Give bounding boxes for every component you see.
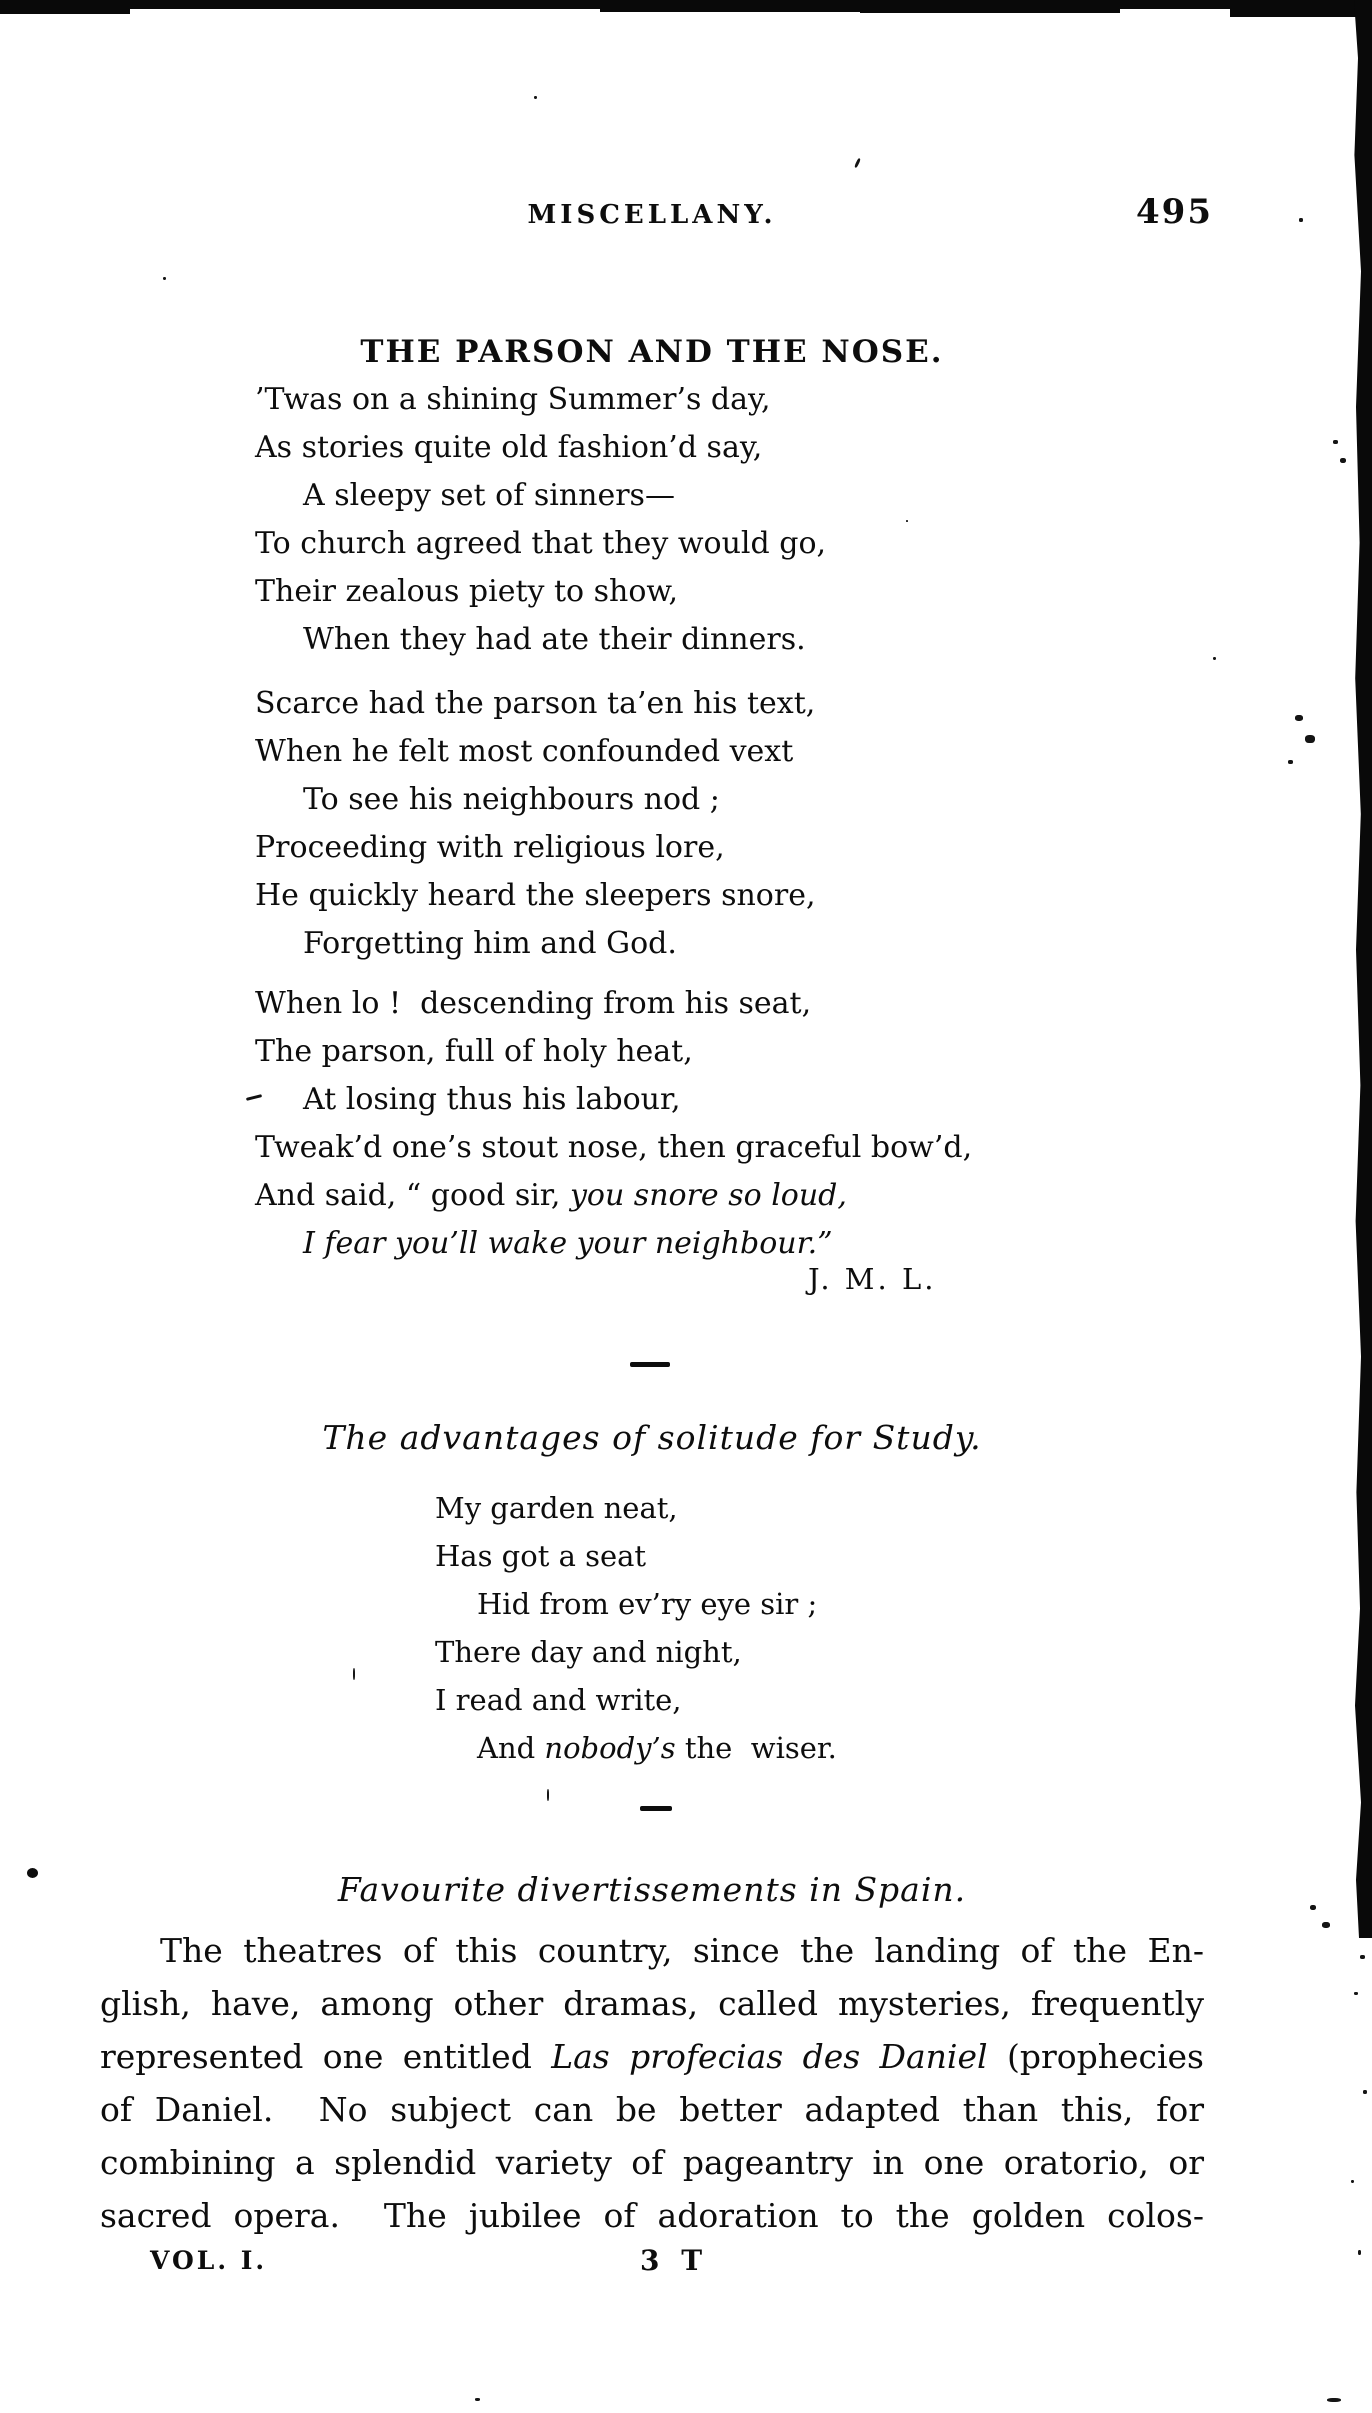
poem-line: ’Twas on a shining Summer’s day, [255,382,771,417]
prose-line: sacred opera. The jubilee of adoration to the golden colos- [100,2196,1204,2235]
prose-roman: (prophecies [987,2037,1204,2076]
poem-stanza-1 [255,376,826,664]
poem-line: He quickly heard the sleepers snore, [255,878,816,913]
scan-speck [1351,2180,1354,2183]
poem-line: The parson, full of holy heat, [255,1034,693,1069]
scan-speck [475,2398,480,2401]
journal-section-title: MISCELLANY. [527,200,777,230]
poem-line: As stories quite old fashion’d say, [255,430,763,465]
volume-label: VOL. I. [150,2246,268,2275]
section-heading-solitude: The advantages of solitude for Study. [322,1418,982,1457]
poem-line-italic: you snore so loud, [569,1178,847,1213]
poem-line-roman: the wiser. [675,1731,837,1765]
poem-line [255,1172,972,1220]
scan-speck [1340,458,1346,463]
poem-line: Proceeding with religious lore, [255,830,725,865]
poem-line: When they had ate their dinners. [303,622,806,657]
poem-line: To church agreed that they would go, [255,526,827,561]
poem-line: Forgetting him and God. [303,926,677,961]
prose-line: glish, have, among other dramas, called mysteries, frequently [100,1984,1204,2023]
scan-speck [1213,657,1216,660]
press-signature-mark: 3 T [640,2244,709,2277]
prose-line: The theatres of this country, since the landing of the En- [160,1931,1204,1970]
scan-speck [1327,2398,1341,2402]
scan-speck [854,158,861,168]
article-paragraph [100,1924,1204,2242]
scan-blob [0,0,130,14]
scan-speck [1354,1992,1358,1995]
scan-speck [1363,2090,1367,2094]
poem-line: When he felt most confounded vext [255,734,794,769]
scan-blob [860,0,1120,13]
poem-line [435,1724,837,1772]
running-header [100,200,1204,230]
poem-line: To see his neighbours nod ; [303,782,720,817]
poem-line: When lo ! descending from his seat, [255,986,812,1021]
section-divider [640,1806,672,1811]
prose-roman: represented one entitled [100,2037,552,2076]
scan-speck [1299,218,1303,222]
poem-line: I read and write, [435,1683,682,1717]
poem-line: Tweak’d one’s stout nose, then graceful bow’d, [255,1130,973,1165]
poem-line-italic: nobody’s [544,1731,676,1765]
poem-line: A sleepy set of sinners— [303,478,675,513]
scan-speck [1310,1905,1316,1910]
poem-line: Hid from ev’ry eye sir ; [477,1587,818,1621]
section-divider [630,1362,670,1367]
scan-speck [1295,715,1303,721]
scan-speck [1358,2250,1361,2255]
poem-solitude [435,1484,837,1772]
author-initials: J. M. L. [808,1262,937,1296]
scan-speck [906,520,908,522]
poem-line-roman: And said, “ good sir, [255,1178,570,1213]
scan-speck [1360,1955,1365,1959]
scan-blob [1230,0,1372,17]
scan-edge-right [1352,0,1372,1938]
prose-line: of Daniel. No subject can be better adapted than this, for [100,2090,1204,2129]
scan-blob [600,0,900,12]
margin-dot [27,1868,38,1878]
scan-speck [534,96,537,99]
page-number: 495 [1136,192,1213,232]
prose-line: combining a splendid variety of pageantry in one oratorio, or [100,2143,1204,2182]
scan-speck [1305,735,1315,743]
poem-line: My garden neat, [435,1491,678,1525]
prose-italic-title: Las profecias des Daniel [551,2037,988,2076]
poem-line-italic: I fear you’ll wake your neighbour.” [303,1226,833,1261]
scan-speck [163,277,166,280]
poem-stanza-2 [255,680,815,968]
prose-line [100,2030,1204,2083]
section-heading-spain: Favourite divertissements in Spain. [337,1870,967,1909]
poem-line: Their zealous piety to show, [255,574,679,609]
scan-speck [547,1789,549,1801]
scan-speck [1333,440,1338,444]
poem-title: THE PARSON AND THE NOSE. [360,334,944,370]
poem-line: Has got a seat [435,1539,647,1573]
poem-line: Scarce had the parson ta’en his text, [255,686,816,721]
poem-line: At losing thus his labour, [303,1082,681,1117]
scan-speck [353,1668,355,1680]
scan-speck [1322,1922,1330,1928]
poem-line-roman: And [477,1731,545,1765]
poem-line [255,1220,972,1268]
poem-line: There day and night, [435,1635,742,1669]
poem-stanza-3 [255,980,972,1268]
scan-speck [1288,760,1293,764]
